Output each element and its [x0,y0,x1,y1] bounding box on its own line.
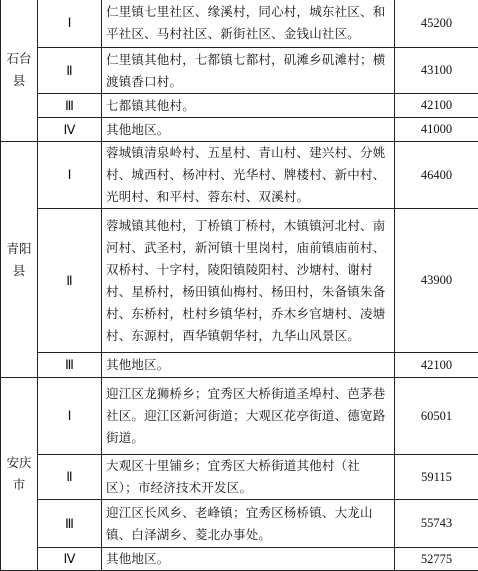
table-row [1,500,478,548]
county-name-cell [1,378,38,571]
wage-cell: 45200 [395,0,478,48]
class-cell: Ⅳ [38,548,102,571]
county-name-cell [1,0,38,142]
class-cell: Ⅲ [38,94,102,118]
areas-cell: 迎江区龙狮桥乡；宜秀区大桥街道圣埠村、芭茅巷社区。迎江区新河街道；大观区花亭街道、德宽路街道。 [102,378,395,455]
areas-cell: 七都镇其他村。 [102,94,395,118]
table-row [1,209,478,353]
county-name: 青阳 [5,238,33,260]
wage-cell: 42100 [395,94,478,118]
class-cell: Ⅰ [38,0,102,48]
areas-cell: 其他地区。 [102,118,395,142]
wage-cell: 42100 [395,353,478,378]
areas-cell: 蓉城镇清泉岭村、五星村、青山村、建兴村、分姚村、城西村、杨冲村、光华村、牌楼村、新中村、光明村、和平村、蓉东村、双溪村。 [102,142,395,209]
areas-cell: 仁里镇七里社区、缘溪村，同心村，城东社区、和平社区、马村社区、新街社区、金钱山社区。 [102,0,395,48]
table-row [1,94,478,118]
areas-cell: 迎江区长风乡、老峰镇；宜秀区杨桥镇、大龙山镇、白泽湖乡、菱北办事处。 [102,500,395,548]
wage-cell: 46400 [395,142,478,209]
table-row [1,378,478,455]
wage-cell: 52775 [395,548,478,571]
table-row [1,48,478,94]
wage-cell: 43900 [395,209,478,353]
table-row [1,118,478,142]
areas-cell: 其他地区。 [102,548,395,571]
wage-cell: 43100 [395,48,478,94]
areas-cell: 其他地区。 [102,353,395,378]
wage-cell: 55743 [395,500,478,548]
wage-cell: 59115 [395,455,478,500]
table-row [1,0,478,48]
class-cell: Ⅰ [38,142,102,209]
class-cell: Ⅱ [38,455,102,500]
county-name-suffix: 县 [5,70,33,92]
areas-cell: 仁里镇其他村，七都镇七都村，矶滩乡矶滩村；横渡镇香口村。 [102,48,395,94]
class-cell: Ⅱ [38,48,102,94]
county-name-suffix: 县 [5,260,33,282]
table-row [1,548,478,571]
areas-cell: 大观区十里铺乡；宜秀区大桥街道其他村（社区）；市经济技术开发区。 [102,455,395,500]
county-name-suffix: 市 [5,474,33,496]
class-cell: Ⅳ [38,118,102,142]
class-cell: Ⅰ [38,378,102,455]
wage-cell: 60501 [395,378,478,455]
county-name-cell [1,142,38,378]
wage-cell: 41000 [395,118,478,142]
table-row [1,455,478,500]
class-cell: Ⅱ [38,209,102,353]
county-name: 石台 [5,48,33,70]
class-cell: Ⅲ [38,500,102,548]
table-row [1,353,478,378]
table-row [1,142,478,209]
class-cell: Ⅲ [38,353,102,378]
county-name: 安庆 [5,452,33,474]
areas-cell: 蓉城镇其他村，丁桥镇丁桥村，木镇镇河北村、南河村、武圣村，新河镇十里岗村，庙前镇庙前村、双桥村、十字村，陵阳镇陵阳村、沙塘村、谢村村、星桥村，杨田镇仙梅村、杨田村，朱备镇朱备村、东桥村，杜村乡镇华村，乔木乡官塘村、凌塘村、东源村，酉华镇朝华村，九华山风景区。 [102,209,395,353]
